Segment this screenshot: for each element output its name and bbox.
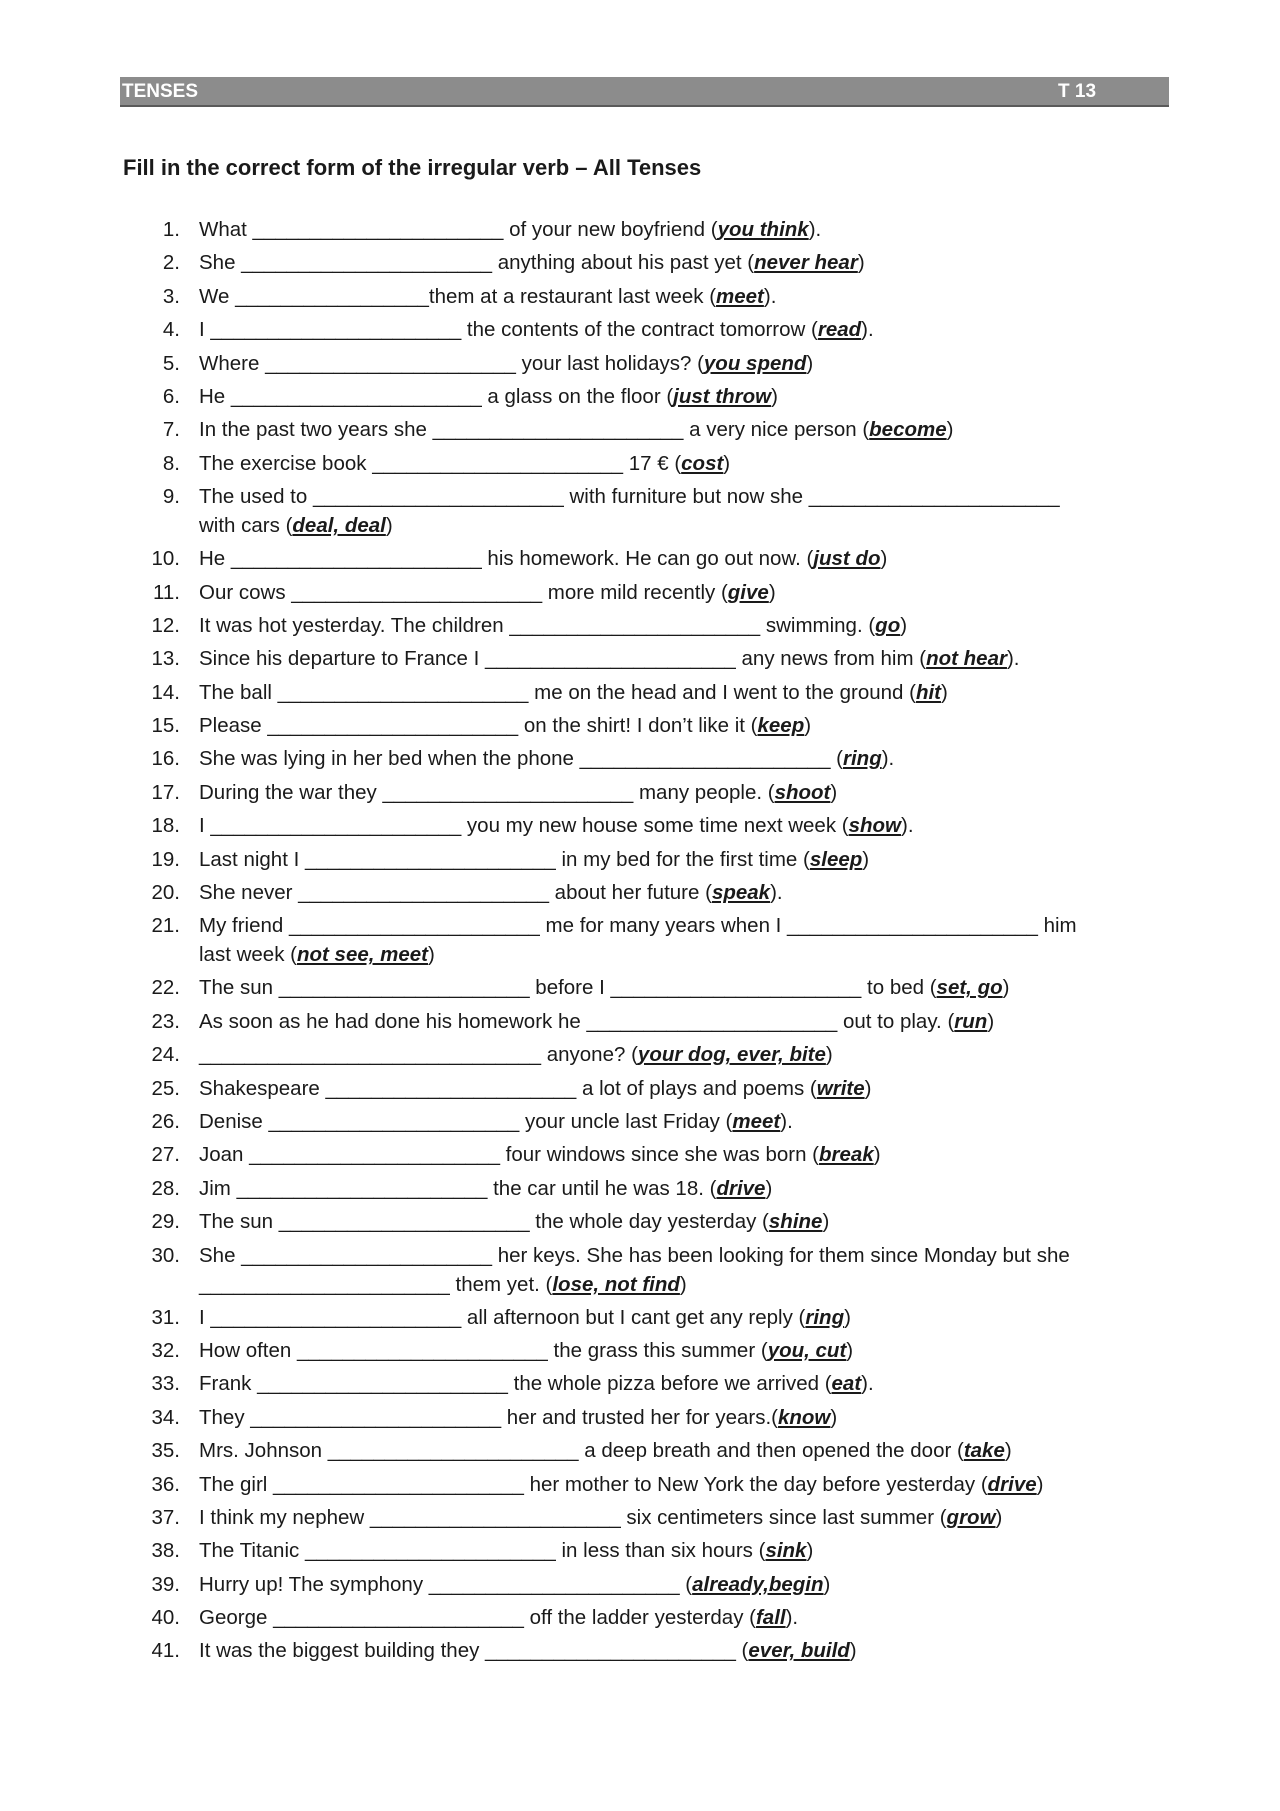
verb-hint: fall	[755, 1606, 786, 1630]
verb-hint: show	[848, 814, 902, 838]
exercise-item	[123, 544, 1168, 577]
sentence-end: )	[768, 580, 776, 604]
exercise-item	[123, 315, 1168, 348]
exercise-number: 1.	[162, 218, 180, 241]
sentence-text: The sun ______________________ the whole day yesterday (	[199, 1210, 769, 1234]
exercise-number: 31.	[151, 1305, 180, 1329]
exercise-sentence	[199, 811, 1168, 844]
exercise-sentence	[199, 1040, 1168, 1073]
exercise-number: 37.	[151, 1505, 180, 1529]
exercise-number: 2.	[162, 251, 180, 275]
sentence-text: Last night I ______________________ in my bed for the first time (	[199, 847, 810, 871]
exercise-item	[123, 1403, 1168, 1436]
exercise-number: 35.	[151, 1439, 180, 1463]
exercise-number: 9.	[162, 485, 180, 509]
exercise-sentence	[199, 611, 1168, 644]
sentence-text: Shakespeare ______________________ a lot of plays and poems (	[199, 1076, 817, 1100]
sentence-end: )	[679, 1272, 687, 1296]
exercise-sentence	[199, 1303, 1168, 1336]
sentence-end: )	[771, 384, 778, 408]
exercise-item	[123, 1536, 1168, 1569]
sentence-end: )	[723, 451, 731, 475]
exercise-number: 17.	[151, 780, 180, 804]
exercise-item	[123, 1107, 1168, 1140]
exercise-sentence	[199, 1369, 1168, 1402]
exercise-number: 20.	[151, 881, 180, 905]
verb-hint: run	[954, 1009, 988, 1033]
sentence-end: )	[804, 714, 812, 738]
sentence-end: )	[1002, 976, 1010, 1000]
exercise-sentence	[199, 1174, 1168, 1207]
sentence-text: Our cows ______________________ more mild recently (	[199, 580, 728, 604]
exercise-number: 25.	[151, 1076, 180, 1100]
sentence-text: The sun ______________________ before I ______________________ to bed (	[199, 976, 937, 1000]
exercise-sentence	[199, 1436, 1168, 1469]
exercise-item	[123, 878, 1168, 911]
exercise-sentence	[199, 1603, 1168, 1636]
exercise-item	[123, 415, 1168, 448]
verb-hint: keep	[757, 714, 805, 738]
sentence-end: ).	[770, 881, 783, 905]
exercise-item	[123, 1040, 1168, 1073]
exercise-number: 19.	[151, 847, 180, 871]
exercise-sentence	[199, 382, 1168, 415]
exercise-item	[123, 1436, 1168, 1469]
exercise-item	[123, 911, 1168, 973]
exercise-sentence	[199, 349, 1168, 382]
sentence-end: )	[825, 1043, 833, 1067]
verb-hint: break	[819, 1143, 874, 1167]
sentence-text: It was the biggest building they ______________________ (	[199, 1639, 749, 1663]
exercise-number: 18.	[151, 814, 180, 838]
exercise-sentence	[199, 415, 1168, 448]
exercise-number: 40.	[151, 1606, 180, 1630]
sentence-text: Jim ______________________ the car until he was 18. (	[199, 1176, 717, 1200]
verb-hint: eat	[831, 1372, 862, 1396]
exercise-item	[123, 1369, 1168, 1402]
exercise-number: 7.	[162, 418, 180, 442]
exercise-item	[123, 1140, 1168, 1173]
exercise-item	[123, 1303, 1168, 1336]
sentence-text: How often ______________________ the grass this summer (	[199, 1338, 768, 1362]
exercise-sentence	[199, 1007, 1168, 1040]
verb-hint: just do	[813, 547, 881, 571]
exercise-sentence	[199, 711, 1168, 744]
verb-hint: become	[869, 418, 947, 442]
sentence-text: Hurry up! The symphony ______________________ (	[199, 1572, 693, 1596]
verb-hint: ring	[843, 747, 882, 771]
exercise-item	[123, 711, 1168, 744]
sentence-text: She ______________________ anything about his past yet (	[199, 251, 755, 275]
sentence-text: She ______________________ her keys. She has been looking for them since Monday but she ______________________ them yet. (	[199, 1243, 1070, 1296]
exercise-number: 27.	[151, 1143, 180, 1167]
verb-hint: give	[727, 580, 769, 604]
verb-hint: know	[777, 1405, 831, 1429]
exercise-number: 3.	[162, 284, 180, 308]
exercise-sentence	[199, 1207, 1168, 1240]
exercise-sentence	[199, 578, 1168, 611]
verb-hint: set, go	[936, 976, 1003, 1000]
sentence-text: What ______________________ of your new boyfriend (	[199, 218, 718, 241]
verb-hint: you think	[717, 218, 809, 241]
exercise-number: 24.	[151, 1043, 180, 1067]
exercise-item	[123, 1570, 1168, 1603]
verb-hint: drive	[716, 1176, 766, 1200]
verb-hint: sink	[765, 1539, 807, 1563]
exercise-sentence	[199, 482, 1168, 544]
sentence-text: Frank ______________________ the whole pizza before we arrived (	[199, 1372, 832, 1396]
header-topic: TENSES	[122, 81, 199, 102]
exercise-number: 38.	[151, 1539, 180, 1563]
exercise-item	[123, 349, 1168, 382]
sentence-end: )	[995, 1505, 1003, 1529]
sentence-text: I ______________________ you my new house some time next week (	[199, 814, 849, 838]
verb-hint: never hear	[754, 251, 858, 275]
sentence-text: I think my nephew ______________________ six centimeters since last summer (	[199, 1505, 947, 1529]
exercise-item	[123, 744, 1168, 777]
exercise-item	[123, 215, 1168, 248]
exercise-number: 22.	[151, 976, 180, 1000]
exercise-sentence	[199, 1140, 1168, 1173]
verb-hint: meet	[716, 284, 764, 308]
sentence-end: ).	[901, 814, 914, 838]
sentence-text: She never ______________________ about her future (	[199, 881, 712, 905]
sentence-text: The Titanic ______________________ in less than six hours (	[199, 1539, 766, 1563]
sentence-end: )	[830, 1405, 838, 1429]
sentence-end: )	[806, 351, 814, 375]
sentence-text: I ______________________ all afternoon but I cant get any reply (	[199, 1305, 806, 1329]
exercise-number: 14.	[151, 680, 180, 704]
sentence-text: We _________________them at a restaurant last week (	[199, 284, 717, 308]
sentence-end: )	[1036, 1472, 1044, 1496]
exercise-item	[123, 578, 1168, 611]
sentence-end: ).	[861, 318, 874, 342]
verb-hint: go	[875, 613, 901, 637]
exercise-sentence	[199, 282, 1168, 315]
exercise-item	[123, 1007, 1168, 1040]
sentence-end: )	[806, 1539, 814, 1563]
exercise-list	[123, 215, 1168, 1670]
verb-hint: just throw	[673, 384, 772, 408]
sentence-end: ).	[861, 1372, 874, 1396]
sentence-end: )	[987, 1009, 995, 1033]
exercise-sentence	[199, 678, 1168, 711]
header-code: T 13	[1058, 81, 1097, 102]
exercise-sentence	[199, 973, 1168, 1006]
exercise-number: 11.	[153, 580, 180, 604]
verb-hint: already,begin	[692, 1572, 824, 1596]
exercise-item	[123, 1074, 1168, 1107]
sentence-text: Mrs. Johnson ______________________ a deep breath and then opened the door (	[199, 1439, 964, 1463]
header-bar	[120, 77, 1169, 107]
exercise-item	[123, 644, 1168, 677]
sentence-end: )	[385, 514, 393, 538]
verb-hint: drive	[987, 1472, 1037, 1496]
sentence-end: ).	[881, 747, 895, 771]
exercise-number: 32.	[151, 1338, 180, 1362]
exercise-sentence	[199, 1503, 1168, 1536]
sentence-end: ).	[785, 1606, 799, 1630]
sentence-text: In the past two years she ______________________ a very nice person (	[199, 418, 870, 442]
exercise-item	[123, 1174, 1168, 1207]
sentence-end: )	[428, 943, 435, 967]
exercise-number: 10.	[151, 547, 180, 571]
sentence-end: )	[946, 418, 954, 442]
exercise-sentence	[199, 778, 1168, 811]
exercise-item	[123, 611, 1168, 644]
exercise-sentence	[199, 1470, 1168, 1503]
sentence-text: As soon as he had done his homework he ______________________ out to play. (	[199, 1009, 955, 1033]
exercise-number: 6.	[162, 384, 180, 408]
exercise-item	[123, 248, 1168, 281]
sentence-text: I ______________________ the contents of the contract tomorrow (	[199, 318, 818, 342]
exercise-number: 8.	[162, 451, 180, 475]
sentence-text: ______________________________ anyone? (	[199, 1043, 638, 1067]
sentence-end: )	[857, 251, 865, 275]
exercise-item	[123, 1603, 1168, 1636]
sentence-text: George ______________________ off the ladder yesterday (	[199, 1606, 756, 1630]
verb-hint: shoot	[774, 780, 831, 804]
verb-hint: not hear	[926, 647, 1007, 671]
sentence-end: )	[864, 1076, 872, 1100]
exercise-number: 12.	[151, 613, 180, 637]
verb-hint: grow	[946, 1505, 996, 1529]
sentence-text: He ______________________ a glass on the floor (	[199, 384, 674, 408]
sentence-end: ).	[1006, 647, 1020, 671]
exercise-item	[123, 845, 1168, 878]
exercise-sentence	[199, 1241, 1168, 1303]
exercise-sentence	[199, 544, 1168, 577]
sentence-text: He ______________________ his homework. He can go out now. (	[199, 547, 814, 571]
sentence-text: Joan ______________________ four windows since she was born (	[199, 1143, 820, 1167]
exercise-sentence	[199, 1570, 1168, 1603]
verb-hint: you, cut	[767, 1338, 847, 1362]
verb-hint: ever, build	[748, 1639, 850, 1663]
exercise-sentence	[199, 315, 1168, 348]
sentence-text: The exercise book ______________________ 17 € (	[199, 451, 682, 475]
exercise-number: 5.	[162, 351, 180, 375]
sentence-end: )	[823, 1572, 831, 1596]
sentence-text: Please ______________________ on the shirt! I don’t like it (	[199, 714, 758, 738]
sentence-end: )	[822, 1210, 830, 1234]
verb-hint: sleep	[809, 847, 863, 871]
exercise-sentence	[199, 911, 1168, 973]
exercise-item	[123, 973, 1168, 1006]
exercise-number: 41.	[151, 1639, 180, 1663]
exercise-item	[123, 1503, 1168, 1536]
sentence-text: She was lying in her bed when the phone ______________________ (	[199, 747, 843, 771]
sentence-text: Where ______________________ your last holidays? (	[199, 351, 704, 375]
exercise-item	[123, 449, 1168, 482]
exercise-sentence	[199, 878, 1168, 911]
exercise-sentence	[199, 248, 1168, 281]
exercise-item	[123, 811, 1168, 844]
exercise-sentence	[199, 449, 1168, 482]
sentence-text: Denise ______________________ your uncle last Friday (	[199, 1109, 733, 1133]
sentence-end: )	[1004, 1439, 1012, 1463]
exercise-number: 16.	[151, 747, 180, 771]
exercise-number: 4.	[162, 318, 180, 342]
exercise-number: 39.	[151, 1572, 180, 1596]
sentence-text: My friend ______________________ me for many years when I ______________________ him last week (	[199, 914, 1077, 967]
sentence-text: The used to ______________________ with furniture but now she ______________________ with cars (	[199, 485, 1060, 538]
page-title: Fill in the correct form of the irregular verb – All Tenses	[123, 155, 702, 180]
verb-hint: write	[816, 1076, 865, 1100]
sentence-end: )	[873, 1143, 881, 1167]
sentence-text: It was hot yesterday. The children ______________________ swimming. (	[199, 613, 876, 637]
exercise-number: 26.	[151, 1109, 180, 1133]
verb-hint: cost	[681, 451, 724, 475]
exercise-sentence	[199, 215, 1168, 248]
sentence-end: ).	[763, 284, 777, 308]
exercise-sentence	[199, 744, 1168, 777]
verb-hint: you spend	[703, 351, 807, 375]
exercise-number: 29.	[151, 1210, 180, 1234]
exercise-number: 21.	[151, 914, 180, 938]
sentence-text: They ______________________ her and trusted her for years.(	[199, 1405, 778, 1429]
exercise-sentence	[199, 1636, 1168, 1669]
sentence-end: )	[844, 1305, 851, 1329]
sentence-end: )	[846, 1338, 854, 1362]
exercise-item	[123, 1241, 1168, 1303]
sentence-text: During the war they ______________________ many people. (	[199, 780, 775, 804]
exercise-item	[123, 1636, 1168, 1669]
verb-hint: not see, meet	[296, 943, 429, 967]
exercise-number: 34.	[151, 1405, 180, 1429]
exercise-number: 28.	[151, 1176, 180, 1200]
sentence-end: ).	[780, 1109, 793, 1133]
sentence-text: The girl ______________________ her mother to New York the day before yesterday (	[199, 1472, 988, 1496]
exercise-item	[123, 678, 1168, 711]
exercise-sentence	[199, 1107, 1168, 1140]
exercise-number: 15.	[151, 714, 180, 738]
exercise-sentence	[199, 1336, 1168, 1369]
exercise-number: 30.	[151, 1243, 180, 1267]
sentence-end: )	[941, 680, 948, 704]
exercise-item	[123, 1336, 1168, 1369]
sentence-text: Since his departure to France I ______________________ any news from him (	[199, 647, 927, 671]
exercise-item	[123, 778, 1168, 811]
sentence-end: )	[900, 613, 908, 637]
verb-hint: hit	[915, 680, 941, 704]
sentence-end: )	[830, 780, 838, 804]
verb-hint: lose, not find	[552, 1272, 680, 1296]
verb-hint: shine	[768, 1210, 823, 1234]
exercise-sentence	[199, 1074, 1168, 1107]
exercise-number: 33.	[151, 1372, 180, 1396]
verb-hint: your dog, ever, bite	[637, 1043, 826, 1067]
verb-hint: speak	[711, 881, 771, 905]
exercise-number: 36.	[151, 1472, 180, 1496]
exercise-sentence	[199, 644, 1168, 677]
exercise-item	[123, 1470, 1168, 1503]
verb-hint: meet	[732, 1109, 781, 1133]
exercise-item	[123, 1207, 1168, 1240]
exercise-sentence	[199, 845, 1168, 878]
sentence-end: )	[862, 847, 870, 871]
exercise-item	[123, 282, 1168, 315]
verb-hint: take	[963, 1439, 1005, 1463]
sentence-text: The ball ______________________ me on the head and I went to the ground (	[199, 680, 916, 704]
exercise-number: 13.	[151, 647, 180, 671]
exercise-sentence	[199, 1536, 1168, 1569]
sentence-end: )	[765, 1176, 773, 1200]
exercise-sentence	[199, 1403, 1168, 1436]
verb-hint: read	[817, 318, 862, 342]
verb-hint: deal, deal	[292, 514, 386, 538]
sentence-end: ).	[808, 218, 822, 241]
verb-hint: ring	[805, 1305, 845, 1329]
sentence-end: )	[849, 1639, 857, 1663]
exercise-item	[123, 382, 1168, 415]
sentence-end: )	[880, 547, 888, 571]
exercise-number: 23.	[151, 1009, 180, 1033]
exercise-item	[123, 482, 1168, 544]
